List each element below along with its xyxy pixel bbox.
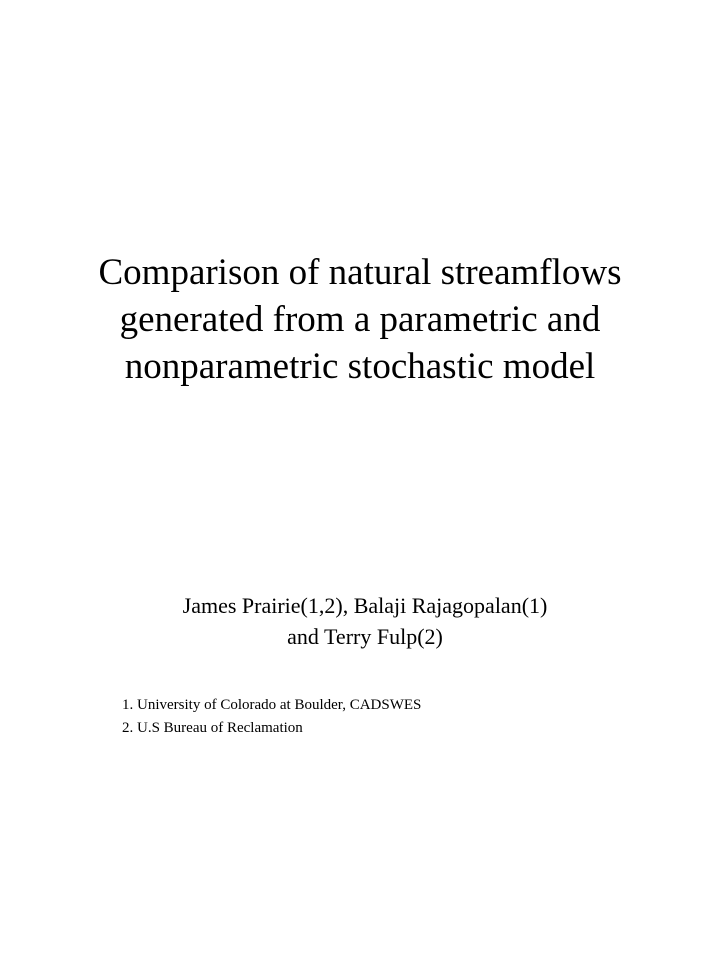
title-line-2: generated from a parametric and [119, 299, 601, 340]
affiliation-item: 2. U.S Bureau of Reclamation [122, 720, 303, 736]
title-line-3: nonparametric stochastic model [124, 346, 596, 387]
affiliation-item: 1. University of Colorado at Boulder, CADSWES [122, 697, 422, 713]
affiliation-list [122, 694, 421, 740]
authors-line-2: and Terry Fulp(2) [287, 624, 443, 649]
slide-title [40, 249, 680, 390]
authors-line-1: James Prairie(1,2), Balaji Rajagopalan(1) [182, 593, 548, 618]
author-list [40, 590, 690, 652]
title-line-1: Comparison of natural streamflows [98, 252, 622, 293]
